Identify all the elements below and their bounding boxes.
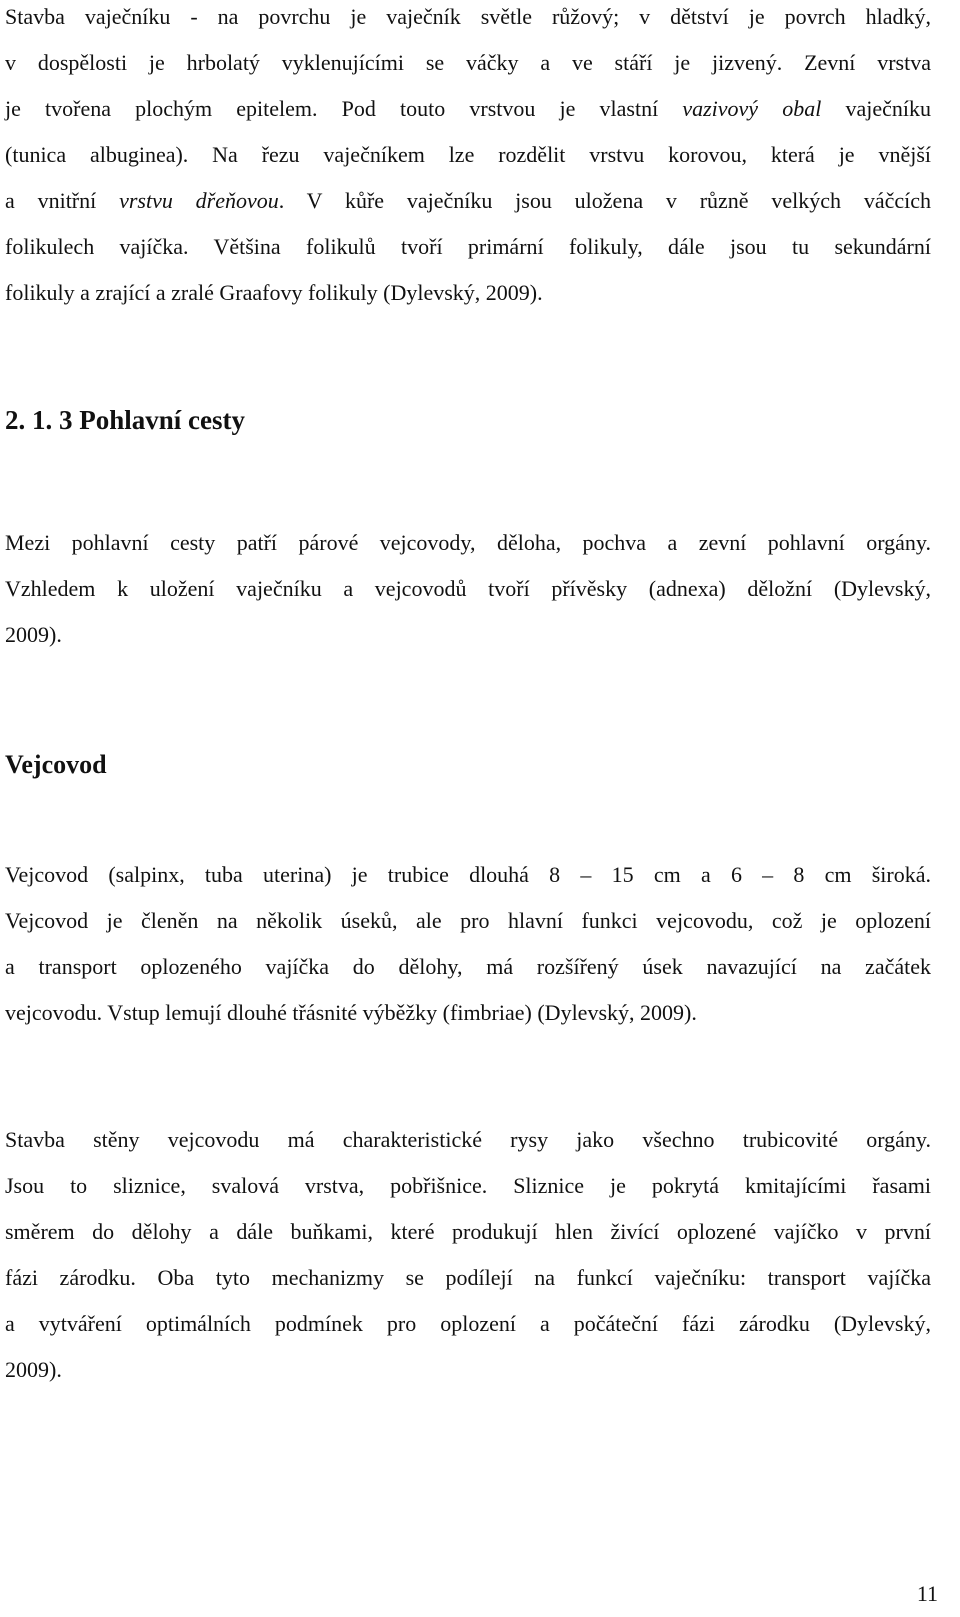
- paragraph-3-line-1: Vejcovod (salpinx, tuba uterina) je trubice dlouhá 8 – 15 cm a 6 – 8 cm široká.: [5, 862, 931, 887]
- paragraph-4-line-2: Jsou to sliznice, svalová vrstva, pobřišnice. Sliznice je pokrytá kmitajícími řasami: [5, 1173, 931, 1198]
- paragraph-3-line-4: vejcovodu. Vstup lemují dlouhé třásnité výběžky (fimbriae) (Dylevský, 2009).: [5, 1000, 697, 1025]
- paragraph-1-line-3-end: vaječníku: [845, 96, 931, 121]
- paragraph-1-line-5-end: . V kůře vaječníku jsou uložena v různě velkých váčcích: [278, 188, 931, 213]
- vrstvu-drenovou-term: vrstvu dřeňovou: [119, 188, 279, 213]
- paragraph-1-line-6: folikulech vajíčka. Většina folikulů tvoří primární folikuly, dále jsou tu sekundární: [5, 234, 931, 259]
- paragraph-4-line-5: a vytváření optimálních podmínek pro oplození a počáteční fázi zárodku (Dylevský,: [5, 1311, 931, 1336]
- paragraph-1-line-7: folikuly a zrající a zralé Graafovy folikuly (Dylevský, 2009).: [5, 280, 543, 305]
- page-number: 11: [916, 1581, 938, 1606]
- paragraph-4-line-4: fázi zárodku. Oba tyto mechanizmy se podílejí na funkcí vaječníku: transport vajíčka: [5, 1265, 931, 1290]
- paragraph-3-line-3: a transport oplozeného vajíčka do dělohy, má rozšířený úsek navazující na začátek: [5, 954, 931, 979]
- paragraph-1-line-1: Stavba vaječníku - na povrchu je vaječník světle růžový; v dětství je povrch hladký,: [5, 4, 931, 29]
- paragraph-1-line-5: [5, 186, 931, 216]
- paragraph-2-line-1: Mezi pohlavní cesty patří párové vejcovody, děloha, pochva a zevní pohlavní orgány.: [5, 530, 931, 555]
- section-heading-pohlavni-cesty: 2. 1. 3 Pohlavní cesty: [5, 405, 245, 435]
- paragraph-1-line-3-text: je tvořena plochým epitelem. Pod touto vrstvou je vlastní: [5, 96, 659, 121]
- paragraph-2-line-3: 2009).: [5, 622, 62, 647]
- paragraph-4-line-3: směrem do dělohy a dále buňkami, které produkují hlen živící oplozené vajíčko v první: [5, 1219, 931, 1244]
- paragraph-1-line-2: v dospělosti je hrbolatý vyklenujícími se váčky a ve stáří je jizvený. Zevní vrstva: [5, 50, 931, 75]
- paragraph-4-line-6: 2009).: [5, 1357, 62, 1382]
- paragraph-3-line-2: Vejcovod je členěn na několik úseků, ale pro hlavní funkci vejcovodu, což je oplození: [5, 908, 931, 933]
- paragraph-1-line-4: (tunica albuginea). Na řezu vaječníkem lze rozdělit vrstvu korovou, která je vnější: [5, 142, 931, 167]
- paragraph-2-line-2: Vzhledem k uložení vaječníku a vejcovodů tvoří přívěsky (adnexa) děložní (Dylevský,: [5, 576, 931, 601]
- section-heading-vejcovod: Vejcovod: [5, 750, 107, 779]
- vazivovy-obal-term: vazivový obal: [682, 96, 822, 121]
- paragraph-1-line-3: [5, 94, 931, 124]
- paragraph-4-line-1: Stavba stěny vejcovodu má charakteristické rysy jako všechno trubicovité orgány.: [5, 1127, 931, 1152]
- paragraph-1-line-5-start: a vnitřní: [5, 188, 97, 213]
